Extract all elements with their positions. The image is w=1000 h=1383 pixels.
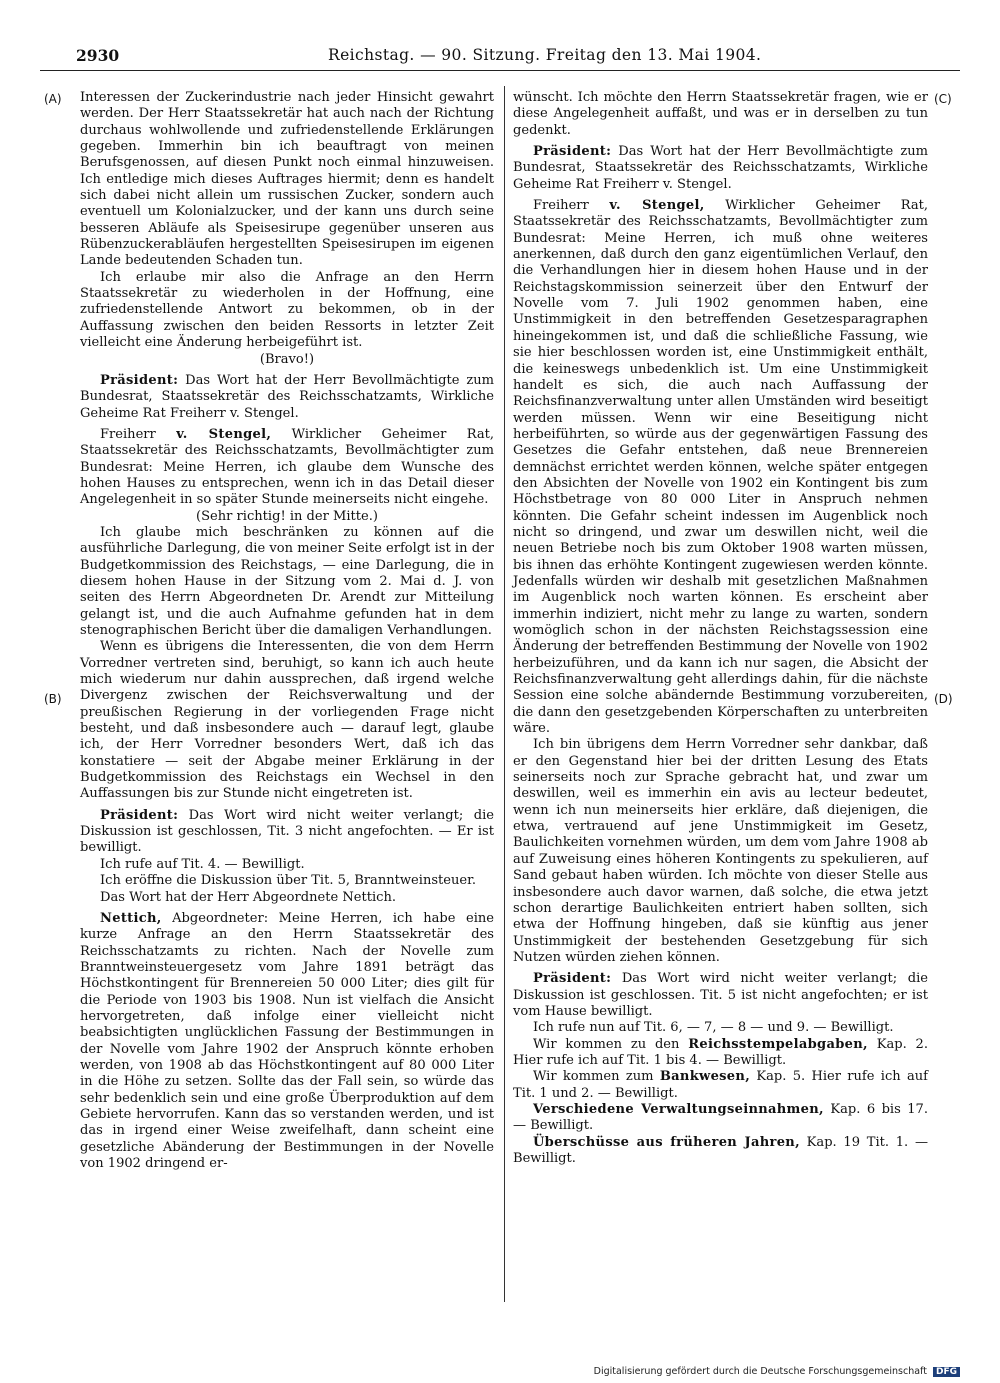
paragraph <box>80 911 494 1173</box>
paragraph-text: wünscht. Ich möchte den Herrn Staatssekretär fragen, wie er diese Angelegenheit auffaßt, und was er in derselben zu tun gedenkt. <box>513 90 928 138</box>
paragraph <box>80 873 494 889</box>
paragraph-text: Ich glaube mich beschränken zu können auf die ausführliche Darlegung, die von meiner Seite erfolgt ist in der Budgetkommission des Reichstags, — eine Darlegung, die in diesem hohen Hause in der Sitzung vom 2. Mai d. J. von seiten des Herrn Abgeordneten Dr. Arendt zur Mitteilung gelangt ist, und die auch Aufnahme gefunden hat in dem stenographischen Bericht über die damaligen Verhandlungen. <box>80 524 494 638</box>
paragraph <box>513 971 928 1020</box>
speaker-name: Präsident: <box>533 971 612 987</box>
margin-mark-c: (C) <box>934 92 952 106</box>
paragraph <box>80 890 494 906</box>
speaker-name: Nettich, <box>100 910 162 926</box>
page-title: Reichstag. — 90. Sitzung. Freitag den 13. Mai 1904. <box>328 46 762 64</box>
speaker-name: Verschiedene Verwaltungseinnahmen, <box>533 1101 824 1117</box>
speaker-name: Reichsstempelabgaben, <box>688 1036 868 1052</box>
paragraph-text: Wirklicher Geheimer Rat, Staatssekretär des Reichsschatzamts, Bevollmächtigter zum Bundesrat: Meine Herren, ich muß ohne weiteres anerkennen, daß durch den ganz eigentümlichen Verlauf, den die Verhandlungen hier in diesem hohen Hause und in der Reichstagskommission seinerzeit über den Entwurf der Novelle vom 7. Juli 1902 genommen haben, eine Unstimmigkeit in den betreffenden Gesetzesparagraphen hineingekommen ist, und daß die schließliche Fassung, wie sie hier beschlossen worden ist, eine Unstimmigkeit enthält, die keineswegs unbedenklich ist. Um eine Unstimmigkeit handelt es sich, die auch nach Auffassung der Reichsfinanzverwaltung unter allen Umständen wird beseitigt werden müssen. Wenn wir eine Beseitigung nicht herbeiführten, so würde aus der gegenwärtigen Fassung des Gesetzes die Gefahr entstehen, daß neue Brennereien demnächst errichtet werden können, welche später entgegen den Absichten der Novelle von 1902 ein Kontingent bis zum Höchstbetrage von 80 000 Liter in Anspruch nehmen könnten. Die Gefahr scheint indessen im Augenblick noch nicht so dringend, und zwar um deswillen nicht, weil die neuen Betriebe noch bis zum Oktober 1908 warten müssen, bis ihnen das erhöhte Kontingent zugewiesen werden könnte. Jedenfalls würden wir deshalb mit gesetzlichen Maßnahmen im Augenblick noch warten können. Es erscheint aber immerhin indiziert, nicht mehr zu lange zu warten, sondern womöglich schon in der nächsten Reichstagssession eine Änderung der betreffenden Bestimmung der Novelle von 1902 herbeizuführen, und da kann ich nur sagen, die Absicht der Reichsfinanzverwaltung geht allerdings dahin, für die nächste Session eine solche abändernde Bestimmung vorzubereiten, die dann den gesetzgebenden Körperschaften zu unterbreiten wäre. <box>513 198 928 737</box>
digitization-credit <box>594 1366 960 1377</box>
margin-mark-a: (A) <box>44 92 62 106</box>
paragraph <box>513 1037 928 1070</box>
paragraph-text: Das Wort hat der Herr Bevollmächtigte zum Bundesrat, Staatssekretär des Reichsschatzamts, Wirkliche Geheime Rat Freiherr v. Stengel. <box>80 372 494 421</box>
paragraph-text: Interessen der Zuckerindustrie nach jeder Hinsicht gewahrt werden. Der Herr Staatssekretär hat auch nach der Richtung durchaus wohlwollende und zufriedenstellende Erklärungen gegeben. Immerhin bin ich beauftragt von meinen Berufsgenossen, auf diesen Punkt noch einmal hinzuweisen. Ich entledige mich dieses Auftrages hiermit; denn es handelt sich dabei nicht allein um russischen Zucker, sondern auch eventuell um Kolonialzucker, und der kann uns durch seine besseren Abläufe als Speisesirupe gegenüber unseren aus Rübenzuckerabläufen hergestellten Speisesirupen im eigenen Lande bedeutenden Schaden tun. <box>80 90 494 269</box>
paragraph-text: (Sehr richtig! in der Mitte.) <box>196 508 378 524</box>
credit-text: Digitalisierung gefördert durch die Deutsche Forschungsgemeinschaft <box>593 1366 927 1377</box>
paragraph-text: Ich rufe auf Tit. 4. — Bewilligt. <box>100 856 305 872</box>
paragraph <box>513 1135 928 1168</box>
speaker-name: Überschüsse aus früheren Jahren, <box>533 1134 800 1150</box>
paragraph <box>513 737 928 966</box>
paragraph-text: Ich erlaube mir also die Anfrage an den Herrn Staatssekretär zu wiederholen in der Hoffnung, eine zufriedenstellende Antwort zu bekommen, ob in der Auffassung zwischen den beiden Ressorts in letzter Zeit vielleicht eine Änderung herbeigeführt ist. <box>80 269 494 351</box>
right-column <box>513 90 928 1167</box>
paragraph-prefix: Wir kommen zum <box>533 1069 660 1085</box>
paragraph-text: Wenn es übrigens die Interessenten, die von dem Herrn Vorredner vertreten sind, beruhigt, so kann ich auch heute mich wiederum nur dahin aussprechen, daß irgend welche Divergenz zwischen der Reichsverwaltung und der preußischen Regierung in der vorliegenden Frage nicht besteht, und daß insbesondere auch — darauf legt, glaube ich, der Herr Vorredner besonders Wert, daß ich das konstatiere — seit der Abgabe meiner Erklärung in der Budgetkommission des Reichstags ein Wechsel in den Auffassungen bis zur Stunde nicht eingetreten ist. <box>80 639 494 802</box>
paragraph-text: Das Wort wird nicht weiter verlangt; die Diskussion ist geschlossen. Tit. 5 ist nicht angefochten; er ist vom Hause bewilligt. <box>513 971 928 1019</box>
paragraph-prefix: Wir kommen zu den <box>533 1036 689 1052</box>
speaker-name: v. Stengel, <box>176 426 272 442</box>
paragraph <box>80 639 494 802</box>
paragraph-text: Wirklicher Geheimer Rat, Staatssekretär des Reichsschatzamts, Bevollmächtigter zum Bundesrat: Meine Herren, ich glaube dem Wunsche des hohen Hauses zu entsprechen, wenn ich in das Detail dieser Angelegenheit in so später Stunde meinerseits nicht eingehe. <box>80 426 495 508</box>
paragraph <box>80 270 494 352</box>
paragraph-text: Ich rufe nun auf Tit. 6, — 7, — 8 — und 9. — Bewilligt. <box>533 1020 894 1036</box>
speaker-name: Präsident: <box>533 144 612 160</box>
paragraph <box>513 90 928 139</box>
paragraph <box>80 857 494 873</box>
speaker-name: Bankwesen, <box>659 1069 751 1085</box>
paragraph-text: Kap. 19 Tit. 1. — Bewilligt. <box>513 1134 928 1166</box>
paragraph-text: Das Wort hat der Herr Bevollmächtigte zum Bundesrat, Staatssekretär des Reichsschatzamts, Wirkliche Geheime Rat Freiherr v. Stengel. <box>513 144 928 192</box>
paragraph <box>80 90 494 270</box>
speaker-name: Präsident: <box>100 807 179 823</box>
page-number: 2930 <box>76 46 120 65</box>
paragraph <box>80 352 494 368</box>
paragraph <box>80 808 494 857</box>
paragraph-text: Kap. 6 bis 17. — Bewilligt. <box>513 1101 929 1134</box>
paragraph <box>80 427 494 509</box>
paragraph <box>513 1069 928 1102</box>
dfg-logo: DFG <box>933 1367 960 1377</box>
paragraph-text: Ich eröffne die Diskussion über Tit. 5, Branntweinsteuer. <box>100 873 477 889</box>
page-header <box>40 42 960 71</box>
paragraph <box>80 373 494 422</box>
paragraph <box>513 1102 928 1135</box>
margin-mark-d: (D) <box>934 692 953 706</box>
paragraph-text: Das Wort hat der Herr Abgeordnete Nettich. <box>100 889 397 905</box>
margin-mark-b: (B) <box>44 692 62 706</box>
paragraph <box>80 525 494 639</box>
paragraph <box>513 144 928 193</box>
speaker-name: Präsident: <box>100 372 179 388</box>
paragraph <box>80 509 494 525</box>
paragraph <box>513 198 928 737</box>
paragraph-prefix: Freiherr <box>100 426 177 442</box>
paragraph-prefix: Freiherr <box>533 198 610 214</box>
paragraph-text: Ich bin übrigens dem Herrn Vorredner sehr dankbar, daß er den Gegenstand hier bei der dritten Lesung des Etats seinerseits noch zur Sprache gebracht hat, und zwar um deswillen, weil es immerhin ein avis au lecteur bedeutet, wenn ich nun meinerseits hier erkläre, daß diejenigen, die etwa, vertrauend auf jene Unstimmigkeit im Gesetz, Baulichkeiten vornehmen würden, um dem vom Jahre 1908 ab auf Zuweisung eines höheren Kontingents zu spekulieren, auf Sand gebaut haben würden. Ich möchte von dieser Stelle aus insbesondere auch davor warnen, daß solche, die etwa jetzt schon derartige Baulichkeiten entriert haben sollten, sich etwa der Hoffnung hingeben, daß sie künftig aus jener Unstimmigkeit der bestehenden Gesetzgebung für sich Nutzen würden ziehen können. <box>513 737 928 965</box>
speaker-name: v. Stengel, <box>609 198 705 214</box>
paragraph-text: Kap. 5. Hier rufe ich auf Tit. 1 und 2. — Bewilligt. <box>513 1069 929 1101</box>
paragraph-text: (Bravo!) <box>259 351 315 367</box>
paragraph-text: Das Wort wird nicht weiter verlangt; die Diskussion ist geschlossen, Tit. 3 nicht angefochten. — Er ist bewilligt. <box>80 807 494 856</box>
column-divider <box>504 86 505 1302</box>
paragraph <box>513 1020 928 1036</box>
left-column <box>80 90 494 1172</box>
paragraph-text: Abgeordneter: Meine Herren, ich habe eine kurze Anfrage an den Herrn Staatssekretär des Reichsschatzamts zu richten. Nach der Novelle zum Branntweinsteuergesetz vom Jahre 1891 beträgt das Höchstkontingent für Brennereien 50 000 Liter; dies gilt für die Periode von 1903 bis 1908. Nun ist vielfach die Ansicht hervorgetreten, daß infolge einer vielleicht nicht beabsichtigten unglücklichen Fassung der Bestimmungen in der Novelle vom Jahre 1902 der Anspruch könnte erhoben werden, von 1908 ab das Höchstkontingent auf 80 000 Liter in die Höhe zu setzen. Sollte das der Fall sein, so würde das sehr bedenklich sein und eine große Überproduktion auf dem Gebiete hervorrufen. Kann das so verstanden werden, und ist das in irgend einer Weise zweifelhaft, dann scheint eine gesetzliche Abänderung der Bestimmungen in der Novelle von 1902 dringend er- <box>80 910 494 1171</box>
paragraph-text: Kap. 2. Hier rufe ich auf Tit. 1 bis 4. — Bewilligt. <box>513 1036 928 1068</box>
